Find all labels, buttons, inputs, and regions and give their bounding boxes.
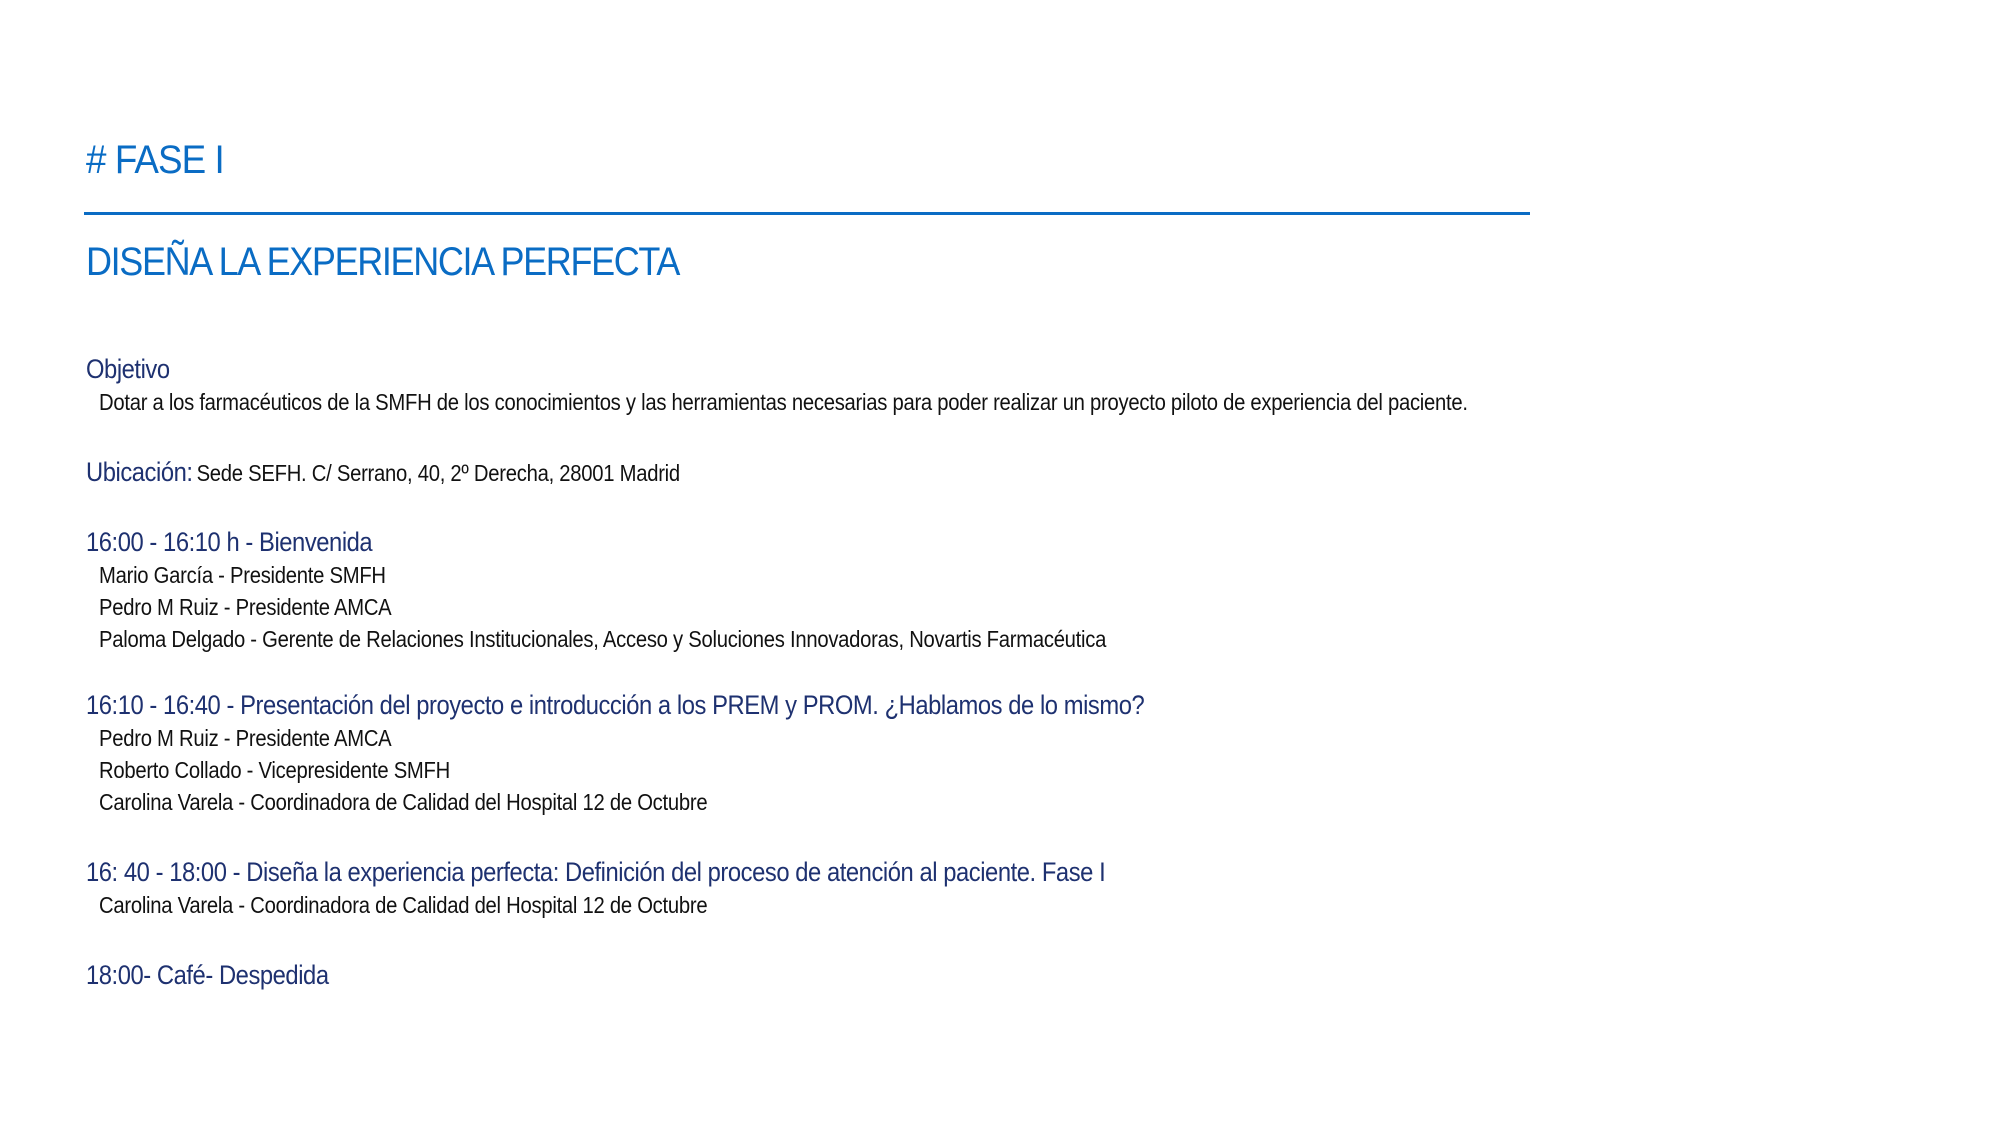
location-text: Sede SEFH. C/ Serrano, 40, 2º Derecha, 28001 Madrid [196, 460, 680, 486]
speaker-line: Carolina Varela - Coordinadora de Calidad del Hospital 12 de Octubre [99, 892, 708, 918]
page-title: DISEÑA LA EXPERIENCIA PERFECTA [86, 240, 680, 284]
speaker-line: Carolina Varela - Coordinadora de Calidad del Hospital 12 de Octubre [99, 789, 708, 815]
location-section [86, 455, 761, 493]
agenda-item [86, 688, 1289, 818]
location-label: Ubicación: [86, 457, 193, 487]
speaker-line: Pedro M Ruiz - Presidente AMCA [99, 594, 392, 620]
agenda-item [86, 958, 362, 992]
phase-label: # FASE I [86, 138, 224, 182]
speaker-line: Roberto Collado - Vicepresidente SMFH [99, 757, 450, 783]
speaker-line: Pedro M Ruiz - Presidente AMCA [99, 725, 392, 751]
agenda-item [86, 855, 1244, 921]
agenda-item-heading: 18:00- Café- Despedida [86, 960, 329, 990]
agenda-item-heading: 16: 40 - 18:00 - Diseña la experiencia perfecta: Definición del proceso de atención al paciente. Fase I [86, 857, 1106, 887]
header-divider [84, 212, 1530, 215]
objective-heading: Objetivo [86, 354, 170, 384]
agenda-item-heading: 16:10 - 16:40 - Presentación del proyecto e introducción a los PREM y PROM. ¿Hablamos de lo mismo? [86, 690, 1145, 720]
agenda-item [86, 525, 1243, 655]
speaker-line: Paloma Delgado - Gerente de Relaciones Institucionales, Acceso y Soluciones Innovadoras, Novartis Farmacéutica [99, 626, 1107, 652]
objective-section [86, 352, 1654, 418]
speaker-line: Mario García - Presidente SMFH [99, 562, 386, 588]
agenda-item-heading: 16:00 - 16:10 h - Bienvenida [86, 527, 373, 557]
objective-text: Dotar a los farmacéuticos de la SMFH de los conocimientos y las herramientas necesarias para poder realizar un proyecto piloto de experiencia del paciente. [99, 389, 1468, 415]
